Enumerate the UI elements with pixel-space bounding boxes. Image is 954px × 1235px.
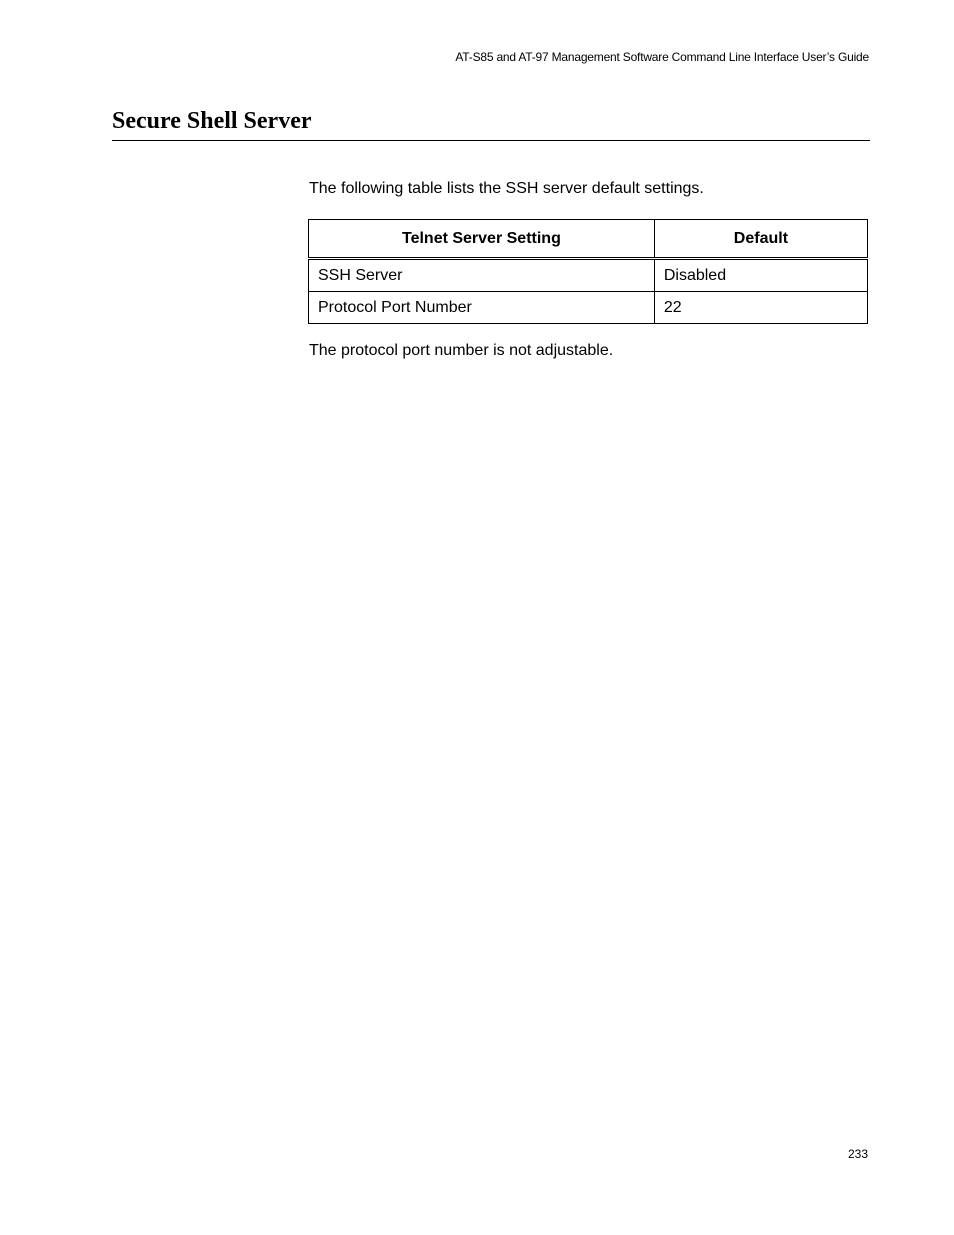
column-header-setting: Telnet Server Setting xyxy=(309,220,655,259)
table-cell-setting: Protocol Port Number xyxy=(309,292,655,324)
page-number: 233 xyxy=(847,1147,868,1161)
table-cell-default: Disabled xyxy=(654,259,867,292)
table-row xyxy=(309,259,868,292)
note-paragraph: The protocol port number is not adjustable. xyxy=(309,342,614,359)
table-header-row xyxy=(309,220,868,259)
ssh-defaults-table xyxy=(308,219,868,324)
table-row xyxy=(309,292,868,324)
running-header: AT-S85 and AT-97 Management Software Command Line Interface User’s Guide xyxy=(455,50,869,64)
intro-paragraph: The following table lists the SSH server default settings. xyxy=(309,180,704,197)
table-cell-default: 22 xyxy=(654,292,867,324)
title-rule xyxy=(112,140,870,141)
column-header-default: Default xyxy=(654,220,867,259)
section-title: Secure Shell Server xyxy=(112,108,312,134)
table-cell-setting: SSH Server xyxy=(309,259,655,292)
